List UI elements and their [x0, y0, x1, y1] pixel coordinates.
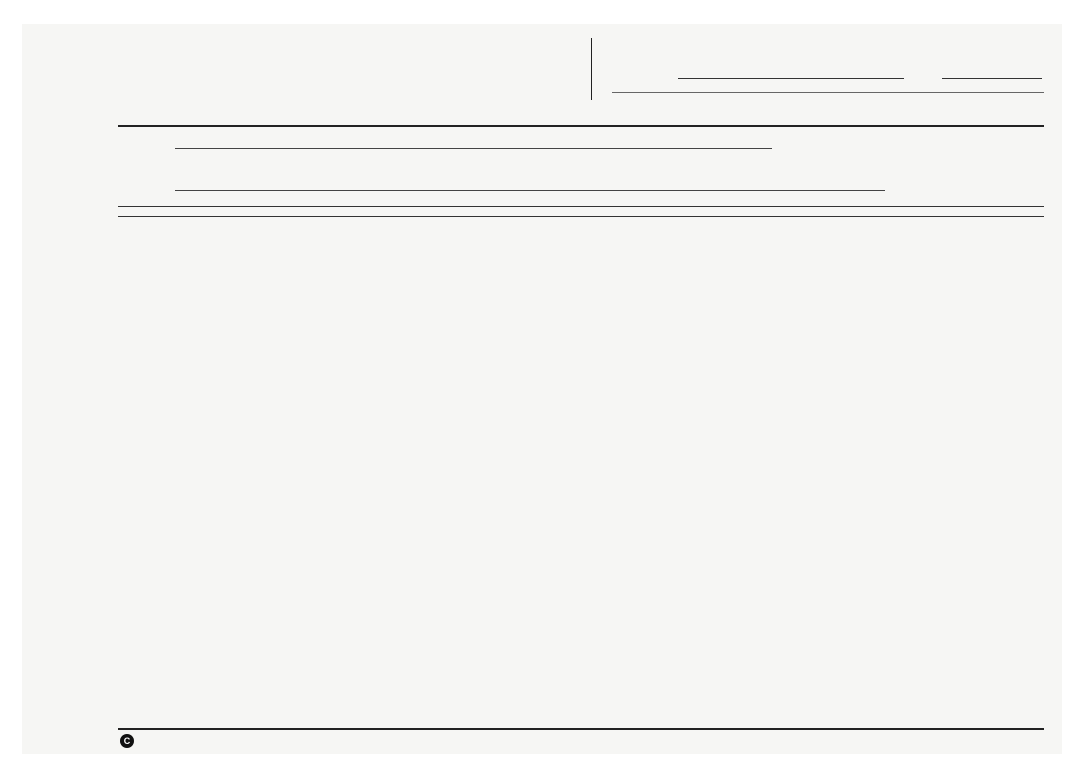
table-subhead-rule [118, 206, 1044, 207]
table-top-rule [118, 125, 1044, 127]
census-form-sheet [22, 24, 1062, 754]
prov-line [942, 78, 1042, 79]
cbs-logo-icon: C [120, 734, 134, 748]
header-divider [591, 38, 592, 100]
positie-rule [175, 148, 772, 149]
header-rule [612, 92, 1044, 93]
table-bottom-rule [118, 728, 1044, 730]
mv-rule [175, 190, 885, 191]
gemeente-line [678, 78, 904, 79]
table-numbers-rule [118, 216, 1044, 217]
